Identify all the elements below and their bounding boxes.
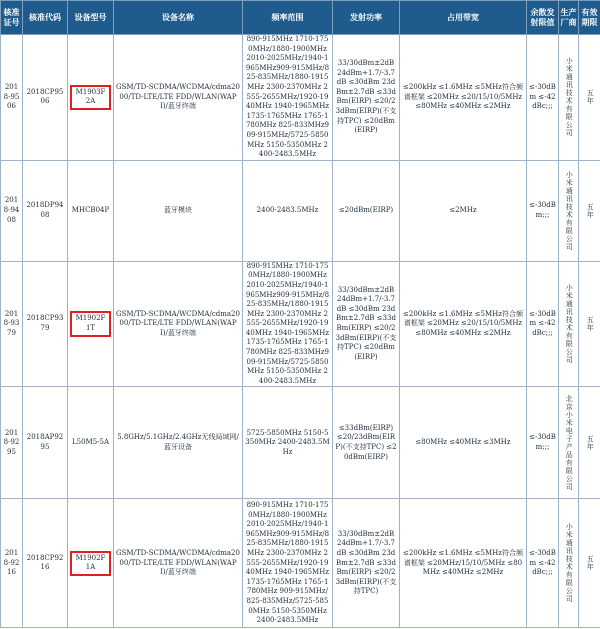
tx-power-cell: 33/30dBm±2dB 24dBm+1.7/-3.7dB ≤30dBm 23dBm±2.7dB ≤33dBm(EIRP) ≤20/23dBm(EIRP)(不支持TPC) ≤20dBm(EIRP) <box>333 35 400 161</box>
header-bandwidth: 占用带宽 <box>400 1 527 35</box>
manufacturer-text: 小米通讯技术有限公司 <box>565 284 574 365</box>
cert-no-cell: 2018-9379 <box>1 261 23 387</box>
validity-text: 五年 <box>586 89 595 106</box>
cert-no-cell: 2018-9216 <box>1 499 23 628</box>
table-row <box>1 261 600 387</box>
table-row <box>1 387 600 499</box>
cert-no-cell: 2018-9295 <box>1 387 23 499</box>
manufacturer-cell <box>559 499 579 628</box>
manufacturer-cell <box>559 387 579 499</box>
manufacturer-text: 小米通讯技术有限公司 <box>565 523 574 604</box>
bandwidth-cell: ≤200kHz ≤1.6MHz ≤5MHz符合频谱框架 ≤20MHz ≤20/15/10/5MHz ≤80MHz ≤40MHz ≤2MHz <box>400 261 527 387</box>
model-highlight-box: M1903F2A <box>70 85 111 110</box>
cert-code-cell: 2018CP9216 <box>23 499 68 628</box>
table-row <box>1 160 600 261</box>
freq-range-cell: 890-915MHz 1710-1750MHz/1880-1900MHz 2010-2025MHz/1940-1965MHz909-915MHz/825-835MHz/1880-1915MHz 2300-2370MHz 2555-2655MHz/1920-1940MHz 1940-1965MHz 1735-1765MHz 1765-1780MHz 825-833MHz909-915MHz/5725-5850MHz 5150-5350MHz 2400-2483.5MHz <box>243 261 333 387</box>
cert-code-cell: 2018AP9295 <box>23 387 68 499</box>
device-name-cell: GSM/TD-SCDMA/WCDMA/cdma2000/TD-LTE/LTE FDD/WLAN(WAPI)/蓝牙终端 <box>114 499 243 628</box>
table-row <box>1 35 600 161</box>
cert-code-cell: 2018CP9506 <box>23 35 68 161</box>
header-cert-no: 核准证号 <box>1 1 23 35</box>
tx-power-cell: ≤33dBm(EIRP) ≤20/23dBm(EIRP)(不支持TPC) ≤20dBm(EIRP) <box>333 387 400 499</box>
bandwidth-cell: ≤200kHz ≤1.6MHz ≤5MHz符合频谱框架 ≤20MHz ≤20/15/10/5MHz ≤80MHz ≤40MHz ≤2MHz <box>400 35 527 161</box>
bandwidth-cell: ≤80MHz ≤40MHz ≤3MHz <box>400 387 527 499</box>
tx-power-cell: 33/30dBm±2dB 24dBm+1.7/-3.7dB ≤30dBm 23dBm±2.7dB ≤33dBm(EIRP) ≤20/23dBm(EIRP)(不支持TPC) <box>333 499 400 628</box>
cert-no-cell: 2018-9506 <box>1 35 23 161</box>
spurious-cell: ≤-30dBm ≤-42dBc;;; <box>527 499 559 628</box>
manufacturer-text: 小米通讯技术有限公司 <box>565 57 574 138</box>
spurious-cell: ≤-30dBm;;; <box>527 387 559 499</box>
device-name-cell: 5.8GHz/5.1GHz/2.4GHz无线局域网/蓝牙设备 <box>114 387 243 499</box>
manufacturer-cell <box>559 261 579 387</box>
header-spurious: 余散发射限值 <box>527 1 559 35</box>
device-name-cell: 蓝牙模块 <box>114 160 243 261</box>
device-name-cell: GSM/TD-SCDMA/WCDMA/cdma2000/TD-LTE/LTE FDD/WLAN(WAPI)/蓝牙终端 <box>114 261 243 387</box>
header-cert-code: 核准代码 <box>23 1 68 35</box>
manufacturer-text: 小米通讯技术有限公司 <box>565 170 574 251</box>
model-cell <box>68 499 114 628</box>
manufacturer-cell <box>559 160 579 261</box>
validity-cell <box>579 160 600 261</box>
table-row <box>1 499 600 628</box>
validity-text: 五年 <box>586 555 595 572</box>
spurious-cell: ≤-30dBm;;; <box>527 160 559 261</box>
validity-cell <box>579 261 600 387</box>
freq-range-cell: 890-915MHz 1710-1750MHz/1880-1900MHz 2010-2025MHz/1940-1965MHz909-915MHz/825-835MHz/1880-1915MHz 2300-2370MHz 2555-2655MHz/1920-1940MHz 1940-1965MHz 1735-1765MHz 1765-1780MHz 825-833MHz909-915MHz/5725-5850MHz 5150-5350MHz 2400-2483.5MHz <box>243 35 333 161</box>
bandwidth-cell: ≤2MHz <box>400 160 527 261</box>
model-cell: L50M5-5A <box>68 387 114 499</box>
spurious-cell: ≤-30dBm ≤-42dBc;;; <box>527 35 559 161</box>
device-name-cell: GSM/TD-SCDMA/WCDMA/cdma2000/TD-LTE/LTE FDD/WLAN(WAPI)/蓝牙终端 <box>114 35 243 161</box>
cert-code-cell: 2018CP9379 <box>23 261 68 387</box>
header-device-name: 设备名称 <box>114 1 243 35</box>
table-header-row <box>1 1 600 35</box>
header-manufacturer: 生产厂商 <box>559 1 579 35</box>
bandwidth-cell: ≤200kHz ≤1.6MHz ≤5MHz符合频谱框架 ≤20MHz/15/10/5MHz ≤80MHz ≤40MHz ≤2MHz <box>400 499 527 628</box>
header-tx-power: 发射功率 <box>333 1 400 35</box>
spurious-cell: ≤-30dBm ≤-42dBc;;; <box>527 261 559 387</box>
header-validity: 有效期限 <box>579 1 600 35</box>
validity-text: 五年 <box>586 434 595 451</box>
tx-power-cell: 33/30dBm±2dB 24dBm+1.7/-3.7dB ≤30dBm 23dBm±2.7dB ≤33dBm(EIRP) ≤20/23dBm(EIRP)(不支持TPC) ≤20dBm(EIRP) <box>333 261 400 387</box>
manufacturer-text: 北京小米电子产品有限公司 <box>565 394 574 491</box>
validity-cell <box>579 35 600 161</box>
model-highlight-box: M1902F1A <box>70 551 111 576</box>
header-model: 设备型号 <box>68 1 114 35</box>
model-cell <box>68 261 114 387</box>
cert-no-cell: 2018-9408 <box>1 160 23 261</box>
model-cell: MHCB04P <box>68 160 114 261</box>
validity-cell <box>579 387 600 499</box>
freq-range-cell: 5725-5850MHz 5150-5350MHz 2400-2483.5MHz <box>243 387 333 499</box>
freq-range-cell: 890-915MHz 1710-1750MHz/1880-1900MHz 2010-2025MHz/1940-1965MHz909-915MHz/825-835MHz/1880-1915MHz 2300-2370MHz 2555-2655MHz/1920-1940MHz 1940-1965MHz 1735-1765MHz 1765-1780MHz 909-915MHz/825-835MHz/5725-5850MHz 5150-5350MHz 2400-2483.5MHz <box>243 499 333 628</box>
cert-code-cell: 2018DP9408 <box>23 160 68 261</box>
tx-power-cell: ≤20dBm(EIRP) <box>333 160 400 261</box>
model-highlight-box: M1902F1T <box>70 311 111 336</box>
validity-text: 五年 <box>586 316 595 333</box>
model-cell <box>68 35 114 161</box>
freq-range-cell: 2400-2483.5MHz <box>243 160 333 261</box>
header-freq-range: 频率范围 <box>243 1 333 35</box>
validity-text: 五年 <box>586 202 595 219</box>
manufacturer-cell <box>559 35 579 161</box>
validity-cell <box>579 499 600 628</box>
